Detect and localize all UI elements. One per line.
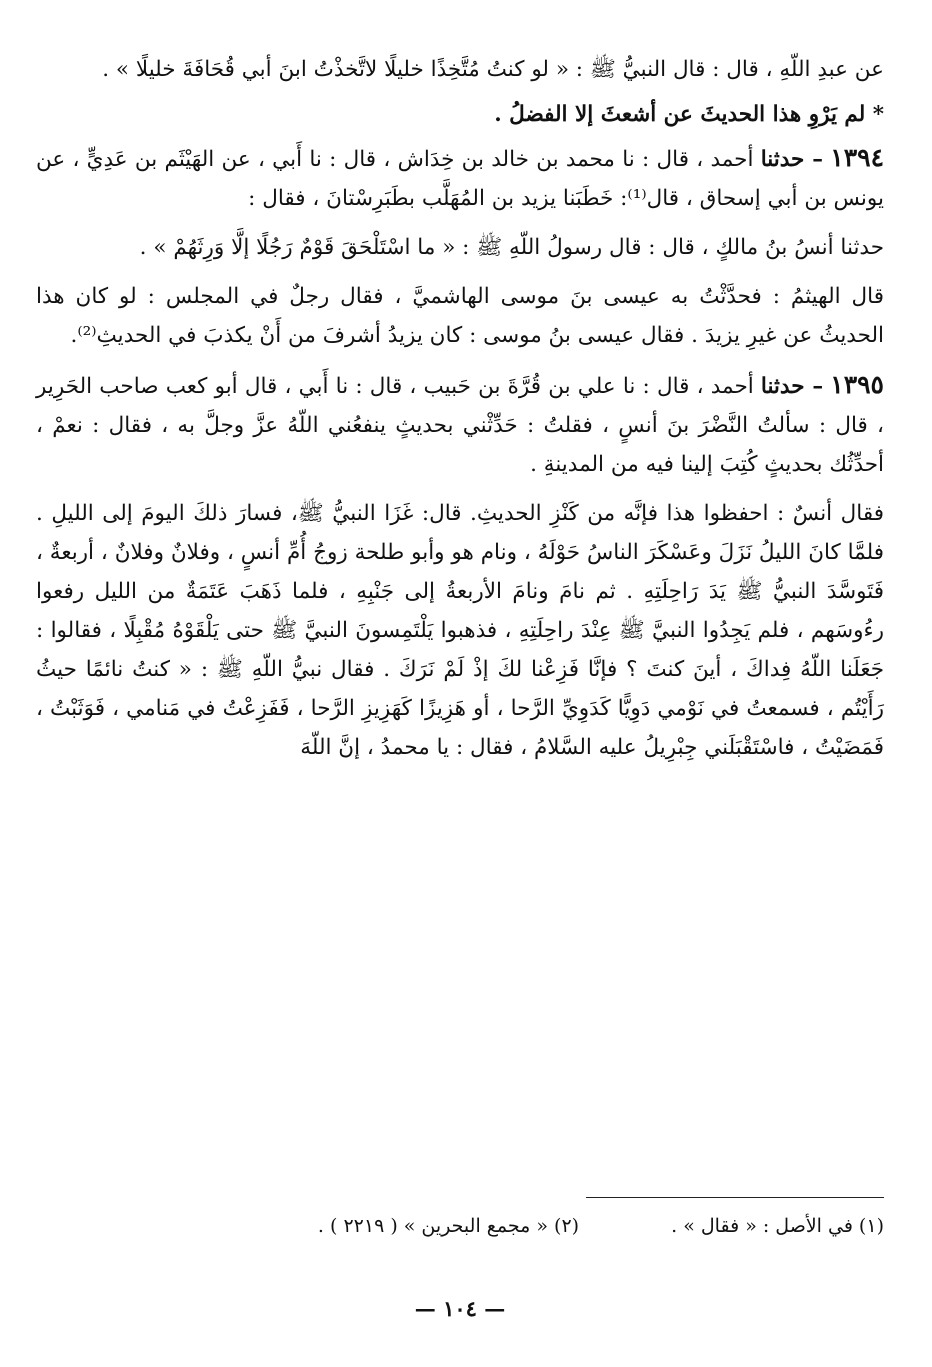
hadith-1394-anas-quote: حدثنا أنسُ بنُ مالكٍ ، قال : قال رسولُ اللّهِ ﷺ : « ما اسْتَلْحَقَ قَوْمٌ رَجُلًا إلَّا وَرِثَهُمْ » . (139, 235, 884, 260)
footnotes (36, 1210, 884, 1242)
hadith-1395-anas-narrative: فقال أنسٌ : احفظوا هذا فإنَّه من كَنْزِ الحديثِ. قال: غَزَا النبيُّ ﷺ، فسارَ ذلكَ اليومَ إلى الليلِ . فلمَّا كانَ الليلُ نَزَلَ وعَسْكَرَ الناسُ حَوْلَهُ ، ونام هو وأبو طلحة زوجُ أُمِّ أنسٍ ، وفلانٌ وفلانٌ ، أربعةٌ ، فَتَوسَّدَ النبيُّ ﷺ يَدَ رَاحِلَتِهِ . ثم نامَ ونامَ الأربعةُ إلى جَنْبِهِ ، فلما ذَهَبَ عَتَمَةٌ من الليل رفعوا رءُوسَهم ، فلم يَجِدُوا النبيَّ ﷺ عِنْدَ راحِلَتِهِ ، فذهبوا يَلْتَمِسونَ النبيَّ ﷺ حتى يَلْقَوْهُ مُقْبِلًا ، فقالوا : جَعَلَنا اللّهُ فِداكَ ، أينَ كنتَ ؟ فإنَّا فَزِعْنا لكَ إذْ لَمْ نَرَكَ . فقال نبيُّ اللّهِ ﷺ : « كنتُ نائمًا حيثُ رَأَيْتُم ، فسمعتُ في نَوْمي دَوِيًّا كَدَوِيِّ الرَّحا ، أو هَزِيزًا كَهَزِيزِ الرَّحا ، فَفَزِعْتُ في مَنامي ، فَوَثَبْتُ ، فَمَضَيْتُ ، فاسْتَقْبَلَني جِبْرِيلُ عليه السَّلامُ ، فقال : يا محمدُ ، إنَّ اللّهَ (36, 501, 884, 760)
hadith-1394-lead: – حدثنا (760, 147, 823, 172)
page-number: — ١٠٤ — (414, 1296, 506, 1321)
paragraph-abdullah-hadith: عن عبدِ اللّهِ ، قال : قال النبيُّ ﷺ : « لو كنتُ مُتَّخِذًا خليلًا لاتَّخذْتُ ابنَ أبي قُحَافَةَ خليلًا » . (102, 57, 884, 82)
hadith-1395-lead: – حدثنا (760, 374, 824, 399)
hadith-1394-text: أحمد ، قال : نا محمد بن خالد بن خِدَاش ، قال : نا أَبي ، عن الهَيْثَم بن عَدِيٍّ ، عن يونس بن أبي إسحاق ، قال⁽¹⁾: خَطَبَنا يزيد بن المُهَلَّب بطَبَرِسْتانَ ، فقال : (36, 147, 884, 211)
footnote-2: (٢) « مجمع البحرين » ( ٢٢١٩ ) . (317, 1215, 580, 1237)
hadith-number-1395: ١٣٩٥ (830, 370, 884, 399)
hadith-1395-chain (36, 365, 884, 484)
hadith-1394-haytham-comment: قال الهيثمُ : فحدَّثْتُ به عيسى بنَ موسى الهاشميَّ ، فقال رجلٌ في المجلس : لو كان هذا الحديثُ عن غيرِ يزيدَ . فقال عيسى بنُ موسى : كان يزيدُ أشرفَ من أَنْ يكذبَ في الحديثِ⁽²⁾. (36, 284, 884, 348)
hadith-1395-text: أحمد ، قال : نا علي بن قُرَّةَ بن حَبيب ، قال : نا أَبي ، قال أبو كعب صاحب الحَرِير ، قال : سألتُ النَّضْرَ بنَ أنسٍ ، فقلتُ : حَدِّثْني بحديثٍ ينفعُني اللّهُ عزَّ وجلَّ به ، فقال : نعمْ ، أحدِّثُك بحديثٍ كُتِبَ إلينا فيه من المدينةِ . (36, 374, 884, 477)
book-page (36, 50, 884, 1350)
footnote-divider (586, 1197, 884, 1198)
section-note-heading: * لم يَرْوِ هذا الحديثَ عن أشعثَ إلا الفضلُ . (494, 102, 884, 127)
footnote-1: (١) في الأصل : « فقال » . (671, 1215, 884, 1237)
hadith-1394-chain (36, 138, 884, 218)
hadith-number-1394: ١٣٩٤ (830, 143, 884, 172)
